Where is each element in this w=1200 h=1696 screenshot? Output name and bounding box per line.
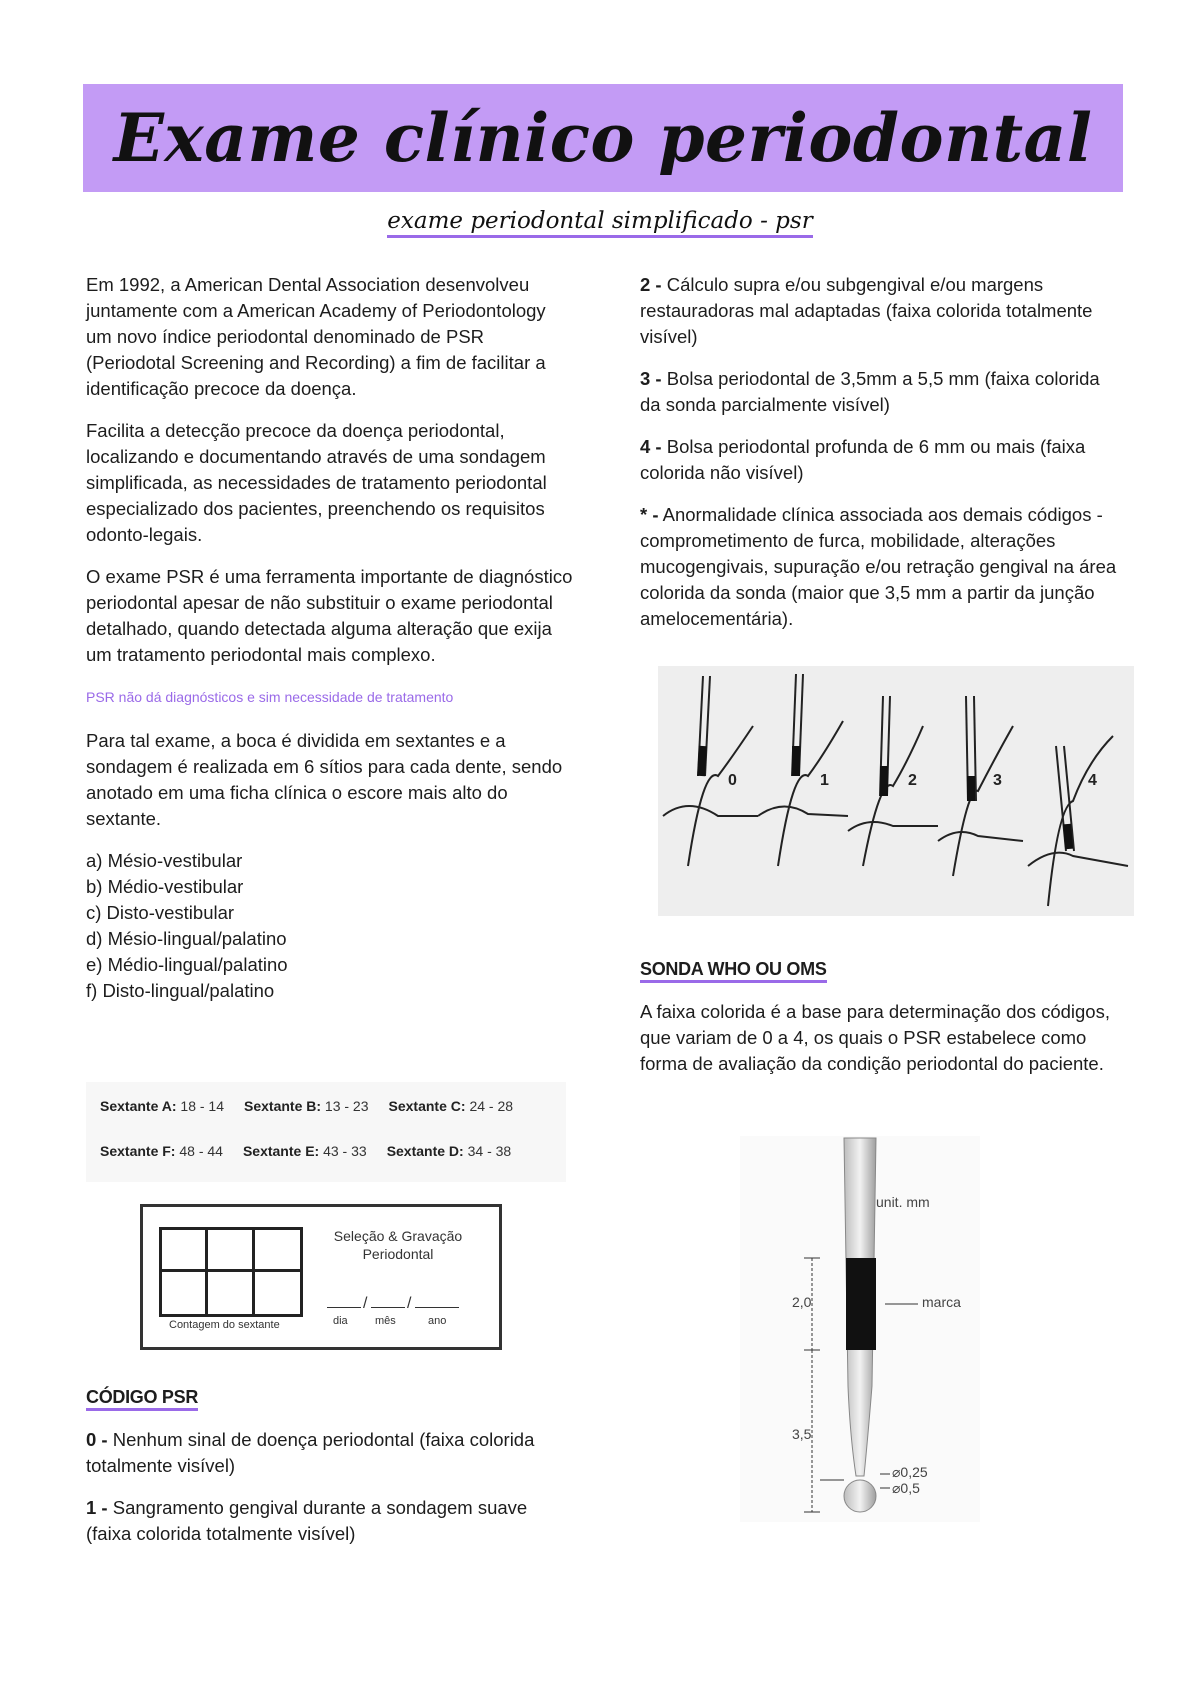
sites-list	[86, 848, 576, 1004]
tip-diameter-1: ⌀0,25	[892, 1464, 928, 1480]
code-4: 4 - Bolsa periodontal profunda de 6 mm ou mais (faixa colorida não visível)	[640, 436, 1086, 483]
date-day-label: dia	[333, 1315, 348, 1327]
probe-depth-drawing	[658, 666, 1134, 916]
date-month-label: mês	[375, 1315, 396, 1327]
code-2: 2 - Cálculo supra e/ou subgengival e/ou margens restauradoras mal adaptadas (faixa colorida totalmente visível)	[640, 274, 1093, 347]
date-year-label: ano	[428, 1315, 447, 1327]
sonda-heading: SONDA WHO OU OMS	[640, 958, 827, 983]
sextant-b: Sextante B: 13 - 23	[244, 1098, 369, 1114]
list-item: b) Médio-vestibular	[86, 876, 244, 897]
code-star: * - Anormalidade clínica associada aos demais códigos - comprometimento de furca, mobilidade, alterações mucogengivais, supuração e/ou retração gengival na área colorida da sonda (maior que 3,5 mm a partir da junção amelocementária).	[640, 504, 1117, 629]
sextant-table	[86, 1082, 566, 1182]
paragraph-history: Em 1992, a American Dental Association desenvolveu juntamente com a American Academy of Periodontology um novo índice periodontal denominado de PSR (Periodotal Screening and Recording) a fim de facilitar a identificação precoce da doença.	[86, 274, 546, 399]
sextant-e: Sextante E: 43 - 33	[242, 1143, 367, 1159]
code-0: 0 - Nenhum sinal de doença periodontal (faixa colorida totalmente visível)	[86, 1429, 535, 1476]
grid-label: Contagem do sextante	[169, 1319, 280, 1331]
paragraph-purpose: Facilita a detecção precoce da doença periodontal, localizando e documentando através de uma sondagem simplificada, as necessidades de tratamento periodontal especializado dos pacientes, preenchendo os requisitos odonto-legais.	[86, 420, 547, 545]
left-column	[86, 272, 576, 1004]
score-1-label: 1	[820, 772, 829, 789]
sonda-section	[640, 956, 1120, 1093]
paragraph-method: Para tal exame, a boca é dividida em sextantes e a sondagem é realizada em 6 sítios para cada dente, sendo anotado em uma ficha clínica o escore mais alto do sextante.	[86, 730, 563, 829]
score-2-label: 2	[908, 772, 917, 789]
score-3-label: 3	[993, 772, 1002, 789]
code-1: 1 - Sangramento gengival durante a sondagem suave (faixa colorida totalmente visível)	[86, 1497, 528, 1544]
sextant-row-lower	[100, 1143, 511, 1159]
card-title: Seleção & Gravação Periodontal	[333, 1228, 463, 1262]
right-column	[640, 272, 1120, 648]
who-probe-diagram	[740, 1136, 980, 1522]
marca-label: marca	[922, 1294, 961, 1310]
code-3: 3 - Bolsa periodontal de 3,5mm a 5,5 mm (faixa colorida da sonda parcialmente visível)	[640, 368, 1100, 415]
sextant-grid	[159, 1227, 303, 1317]
probe-drawing	[740, 1136, 980, 1522]
sonda-paragraph: A faixa colorida é a base para determinação dos códigos, que variam de 0 a 4, os quais o PSR estabelece como forma de avaliação da condição periodontal do paciente.	[640, 1001, 1110, 1074]
psr-record-card: Contagem do sextante Seleção & Gravação Periodontal / / dia mês ano	[140, 1204, 502, 1350]
code-heading: CÓDIGO PSR	[86, 1386, 198, 1411]
codes-left	[86, 1384, 576, 1563]
list-item: c) Disto-vestibular	[86, 902, 235, 923]
sextant-a: Sextante A: 18 - 14	[100, 1098, 224, 1114]
list-item: d) Mésio-lingual/palatino	[86, 928, 287, 949]
unit-label: unit. mm	[876, 1194, 930, 1210]
score-4-label: 4	[1088, 772, 1097, 789]
paragraph-importance: O exame PSR é uma ferramenta importante de diagnóstico periodontal apesar de não substituir o exame periodontal detalhado, quando detectada alguma alteração que exija um tratamento periodontal mais complexo.	[86, 566, 573, 665]
tip-diameter-2: ⌀0,5	[892, 1480, 920, 1496]
list-item: e) Médio-lingual/palatino	[86, 954, 288, 975]
sextant-d: Sextante D: 34 - 38	[386, 1143, 512, 1159]
lower-length-label: 3,5	[792, 1426, 812, 1442]
sextant-row-upper	[100, 1098, 513, 1114]
psr-note: PSR não dá diagnósticos e sim necessidade de tratamento	[86, 689, 454, 705]
subtitle-text: exame periodontal simplificado - psr	[387, 208, 812, 238]
psr-codes-illustration	[658, 666, 1134, 916]
score-0-label: 0	[728, 772, 737, 789]
page-subtitle	[300, 208, 900, 234]
sextant-c: Sextante C: 24 - 28	[388, 1098, 514, 1114]
sextant-f: Sextante F: 48 - 44	[100, 1143, 223, 1159]
page-title: Exame clínico periodontal	[113, 99, 1093, 177]
band-length-label: 2,0	[792, 1294, 812, 1310]
list-item: a) Mésio-vestibular	[86, 850, 243, 871]
list-item: f) Disto-lingual/palatino	[86, 980, 275, 1001]
